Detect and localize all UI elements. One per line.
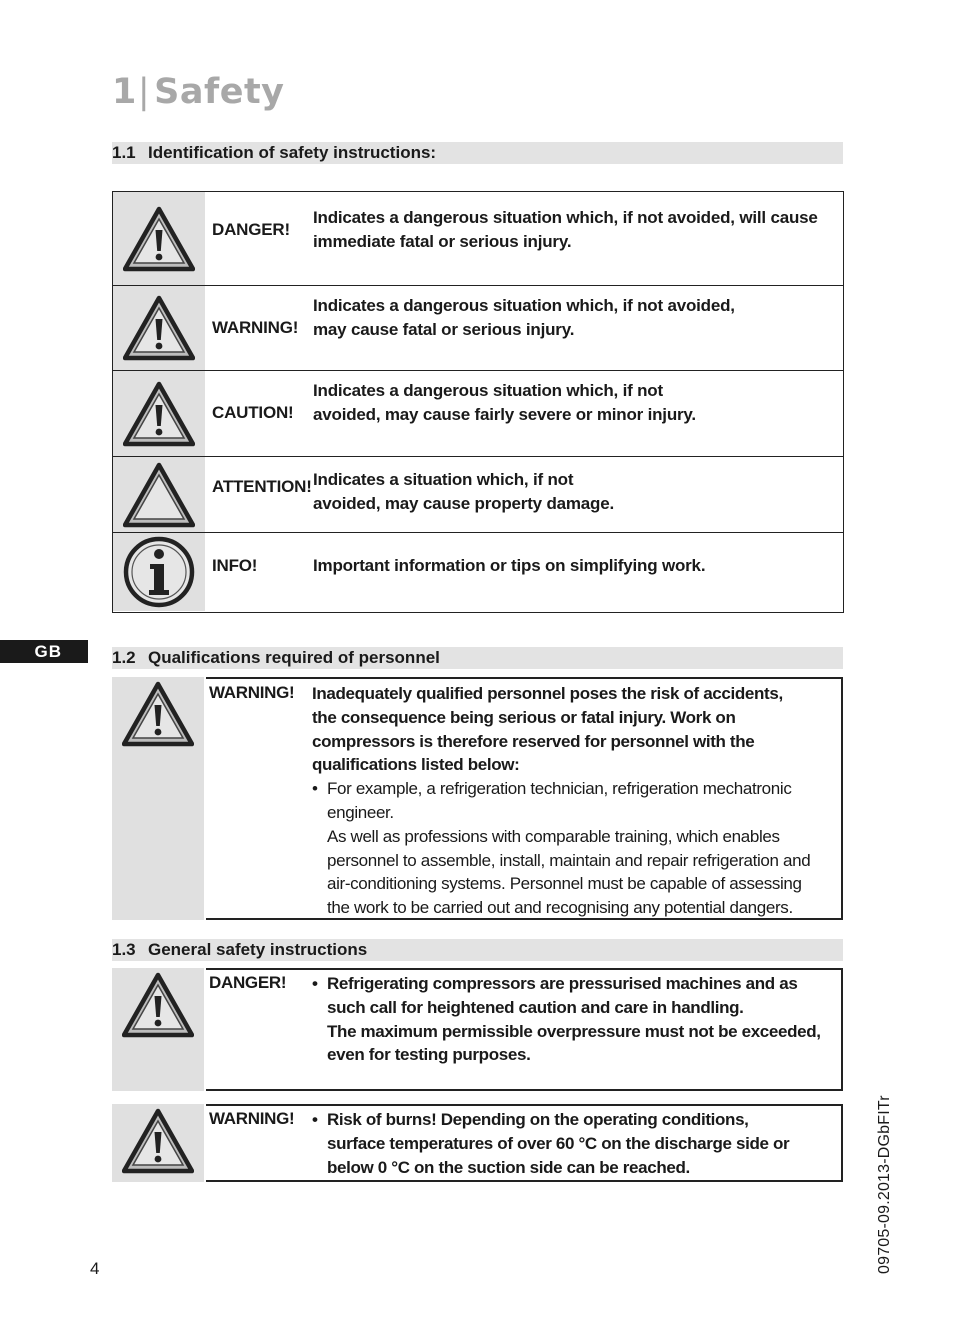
table-row [113,457,843,533]
description-line: Indicates a dangerous situation which, if not avoided, will cause [313,208,818,227]
identification-table [112,191,844,613]
page-title [112,72,285,112]
section-heading-1-1 [112,142,843,164]
description-line: avoided, may cause fairly severe or minor injury. [313,405,696,424]
icon-cell [113,457,205,532]
description-line: Indicates a situation which, if not [313,470,574,489]
text-line: the consequence being serious or fatal injury. Work on [312,707,736,727]
text-line: personnel to assemble, install, maintain and repair refrigeration and [327,850,811,870]
warning-triangle-icon [122,1108,194,1174]
description-line: Important information or tips on simplifying work. [313,556,706,575]
signal-word: WARNING! [209,1109,295,1128]
section-title: General safety instructions [148,940,368,959]
signal-word: WARNING! [212,318,299,337]
chapter-number: 1 [112,72,137,112]
signal-word: DANGER! [212,220,290,239]
signal-word: CAUTION! [212,403,294,422]
text-line: For example, a refrigeration technician, refrigeration mechatronic [327,779,792,799]
warning-triangle-icon [123,381,195,447]
bullet-item [312,972,837,996]
icon-cell [113,286,205,370]
icon-cell [112,677,204,920]
document-code: 09705-09.2013-DGbFITr [876,1095,893,1274]
description-line: avoided, may cause property damage. [313,494,615,513]
warning-triangle-icon [122,681,194,747]
warning-text [312,1108,837,1179]
signal-description [313,206,838,254]
table-row [113,371,843,457]
signal-description [313,554,838,578]
text-line: As well as professions with comparable training, which enables [327,826,780,846]
section-number: 1.3 [112,940,136,959]
section-title: Identification of safety instructions: [148,143,437,162]
warning-triangle-icon [122,972,194,1038]
bullet-item [312,1108,837,1132]
text-line: the work to be carried out and recognising any potential dangers. [327,898,793,918]
qualifications-text [312,682,837,920]
icon-cell [113,533,205,611]
description-line: Indicates a dangerous situation which, if not avoided, [313,296,735,315]
text-line: such call for heightened caution and care in handling. [327,997,744,1017]
signal-description [313,379,838,427]
signal-word: INFO! [212,556,258,575]
text-line: compressors is therefore reserved for personnel with the [312,731,755,751]
section-heading-1-3 [112,939,843,961]
warning-triangle-icon [123,206,195,272]
text-line: air-conditioning systems. Personnel must be capable of assessing [327,874,802,894]
icon-cell [112,968,204,1091]
bullet-symbol: • [312,974,318,993]
signal-word: DANGER! [209,973,287,992]
chapter-title: Safety [154,72,285,112]
description-line: immediate fatal or serious injury. [313,232,572,251]
section-number: 1.2 [112,648,136,667]
text-line: surface temperatures of over 60 °C on the discharge side or [327,1133,790,1153]
section-number: 1.1 [112,143,136,162]
text-line: qualifications listed below: [312,755,520,775]
text-line: even for testing purposes. [327,1045,531,1065]
bullet-symbol: • [312,1110,318,1129]
signal-word: WARNING! [209,683,295,702]
bullet-symbol: • [312,779,318,799]
table-row [113,286,843,371]
table-row [113,192,843,286]
text-line: The maximum permissible overpressure must not be exceeded, [327,1021,821,1041]
icon-cell [112,1104,204,1182]
text-line: engineer. [327,802,394,822]
page-number: 4 [90,1259,100,1278]
text-line: Refrigerating compressors are pressurised machines and as [327,974,798,993]
title-separator: | [137,72,151,112]
signal-description [313,468,838,516]
description-line: may cause fatal or serious injury. [313,320,575,339]
signal-word: ATTENTION! [212,477,312,496]
section-heading-1-2 [112,647,843,669]
signal-description [313,294,838,342]
text-line: below 0 °C on the suction side can be reached. [327,1157,690,1177]
bullet-item [312,777,837,801]
text-line: Risk of burns! Depending on the operating conditions, [327,1110,749,1129]
section-title: Qualifications required of personnel [148,648,440,667]
icon-cell [113,371,205,456]
info-icon [123,536,195,608]
icon-cell [113,192,205,285]
table-row [113,533,843,611]
warning-triangle-icon [123,295,195,361]
description-line: Indicates a dangerous situation which, if not [313,381,663,400]
language-tab: GB [0,640,88,663]
danger-text [312,972,837,1067]
empty-triangle-icon [123,462,195,528]
text-line: Inadequately qualified personnel poses the risk of accidents, [312,684,783,703]
